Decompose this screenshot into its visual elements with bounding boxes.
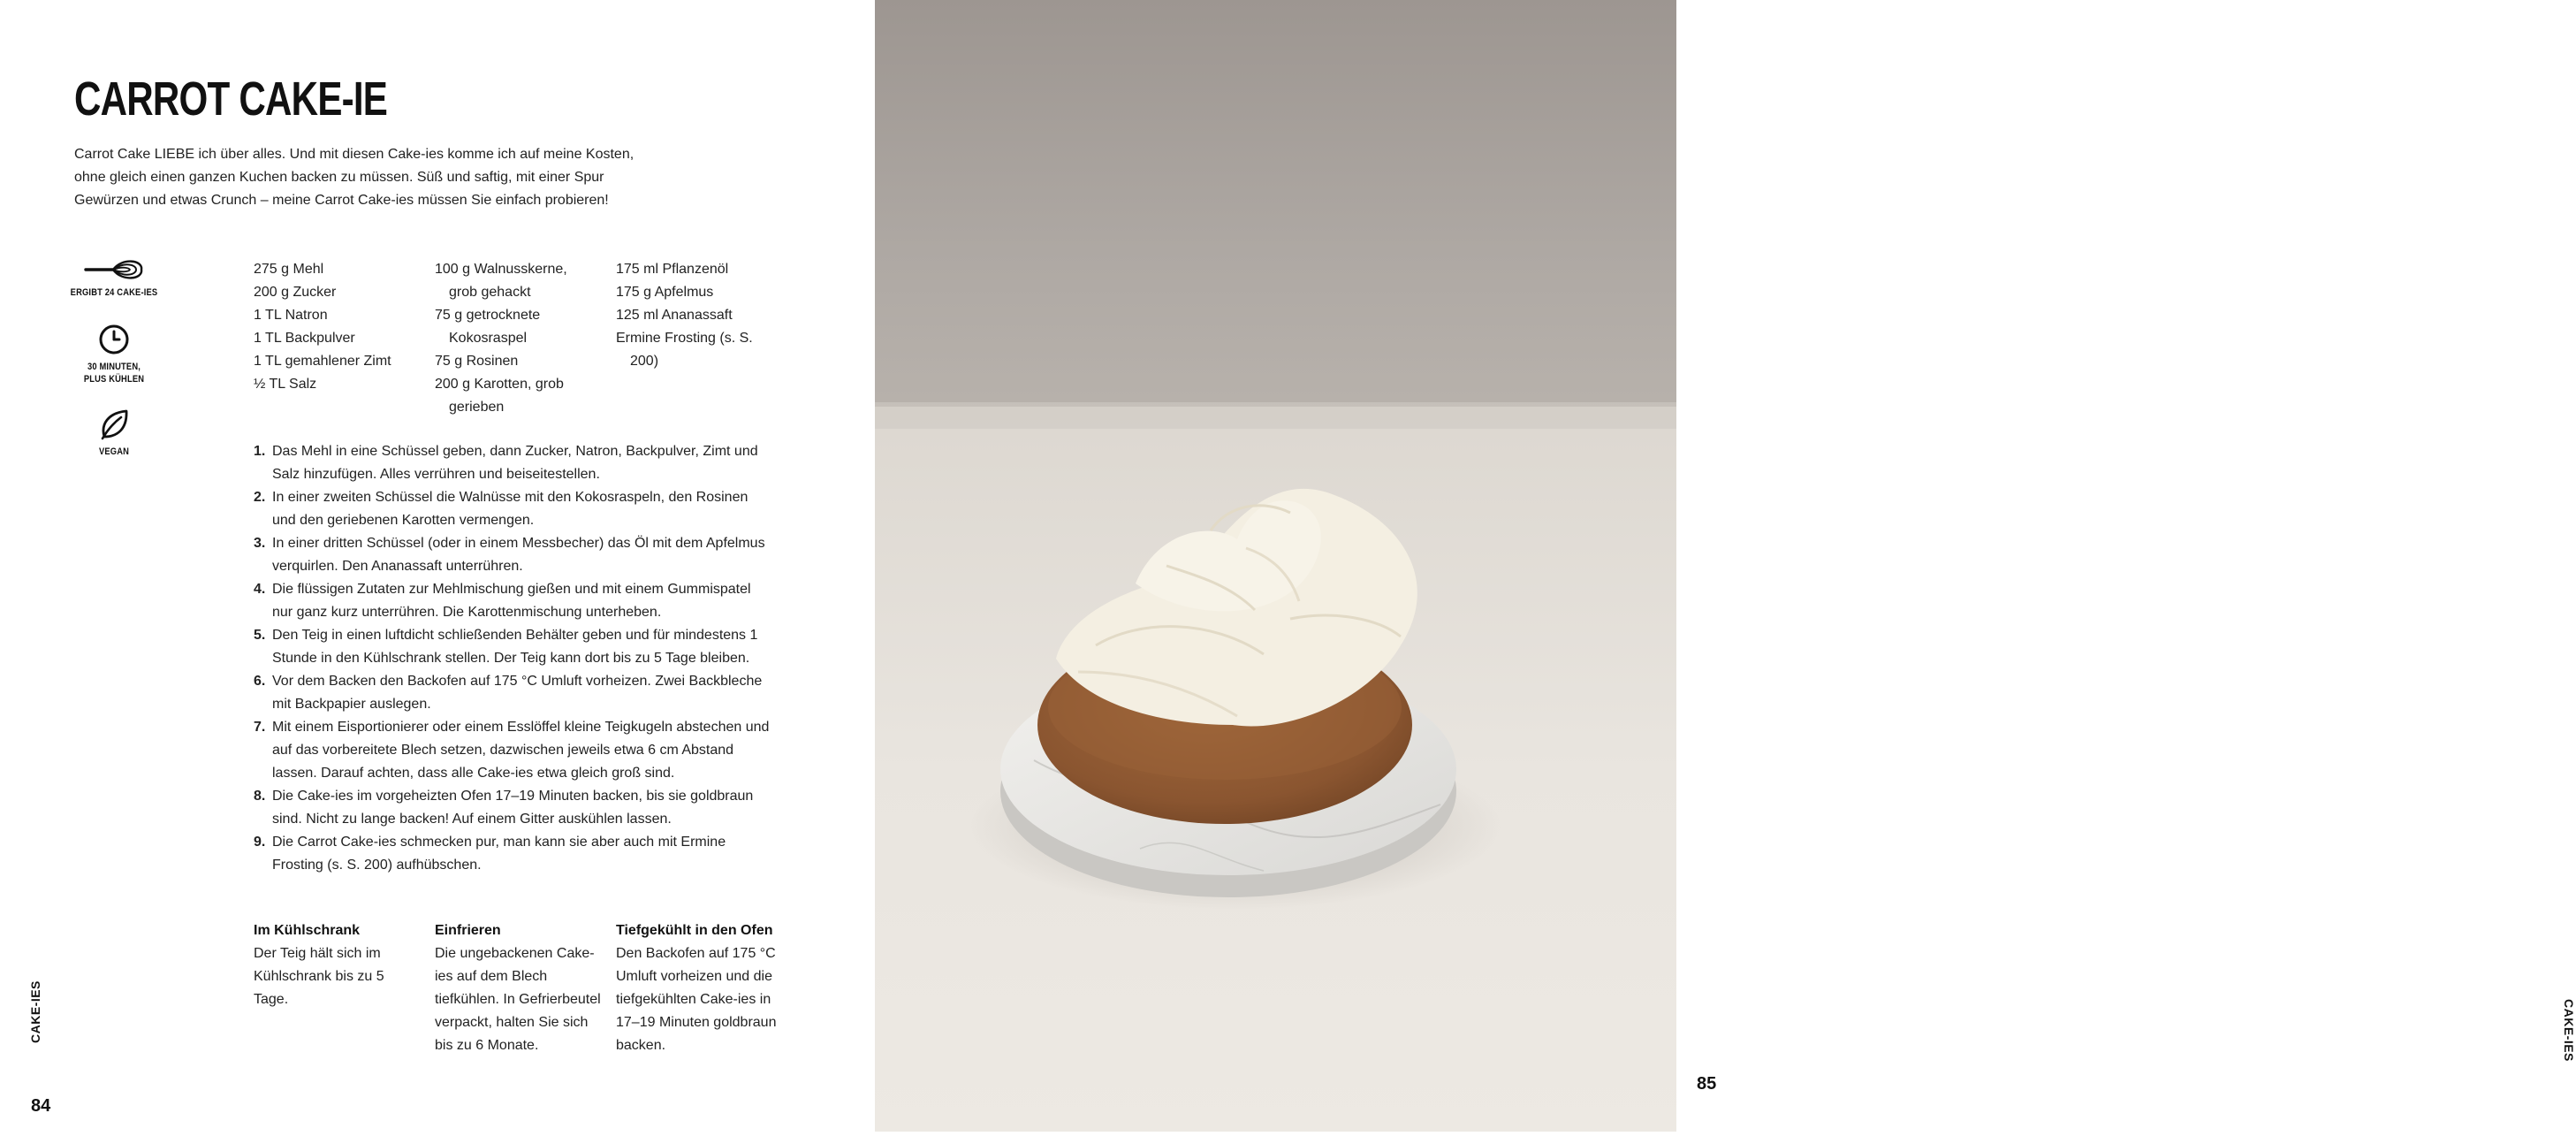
step-number: 4. <box>254 582 266 597</box>
step-number: 9. <box>254 835 266 850</box>
ingredient: 1 TL gemahlener Zimt <box>254 354 391 369</box>
method-step <box>254 670 771 716</box>
clock-icon <box>98 324 130 355</box>
ingredients-column-1 <box>254 258 422 396</box>
ingredients-column-3 <box>616 258 784 373</box>
ingredient: 75 g Rosinen <box>435 354 519 369</box>
tip-text: Den Backofen auf 175 °C Umluft vorheizen und die tiefgekühlten Cake-ies in 17–19 Minuten goldbraun backen. <box>616 946 777 1053</box>
tip-text: Der Teig hält sich im Kühlschrank bis zu 5 Tage. <box>254 946 384 1007</box>
carrot-cake-ie-image <box>875 0 1676 1132</box>
time-info <box>62 324 166 385</box>
ingredient: 200 g Karotten, grob gerieben <box>435 377 564 415</box>
yield-label: ERGIBT 24 CAKE-IES <box>70 287 158 298</box>
leaf-icon <box>99 408 129 440</box>
step-text: Den Teig in einen luftdicht schließenden Behälter geben und für mindestens 1 Stunde in den Kühlschrank stellen. Der Teig kann dort bis zu 5 Tage bleiben. <box>272 628 758 666</box>
step-text: Die flüssigen Zutaten zur Mehlmischung gießen und mit einem Gummispatel nur ganz kurz unterrühren. Die Karottenmischung unterheben. <box>272 582 751 620</box>
step-text: Mit einem Eisportionierer oder einem Esslöffel kleine Teigkugeln abstechen und auf das vorbereitete Blech setzen, dazwischen jeweils etwa 6 cm Abstand lassen. Darauf achten, dass alle Cake-ies etwa gleich groß sind. <box>272 720 770 781</box>
ingredient: 100 g Walnusskerne, grob gehackt <box>435 262 567 300</box>
step-text: Die Cake-ies im vorgeheizten Ofen 17–19 Minuten backen, bis sie goldbraun sind. Nicht zu lange backen! Auf einem Gitter auskühlen lassen. <box>272 789 754 827</box>
method-step <box>254 578 771 624</box>
tip-text: Die ungebackenen Cake-ies auf dem Blech tiefkühlen. In Gefrierbeutel verpackt, halten Sie sich bis zu 6 Monate. <box>435 946 601 1053</box>
page-number-right: 85 <box>1697 1074 1717 1094</box>
time-label: 30 MINUTEN, PLUS KÜHLEN <box>83 362 145 385</box>
diet-label: VEGAN <box>98 446 130 457</box>
page-number-left: 84 <box>31 1096 51 1116</box>
recipe-title: CARROT CAKE-IE <box>74 72 388 126</box>
whisk-icon <box>83 258 145 281</box>
step-number: 5. <box>254 628 266 643</box>
ingredient: ½ TL Salz <box>254 377 317 392</box>
tip-fridge <box>254 919 420 1011</box>
method-step <box>254 532 771 578</box>
step-text: Die Carrot Cake-ies schmecken pur, man kann sie aber auch mit Ermine Frosting (s. S. 200) aufhübschen. <box>272 835 726 873</box>
method-step <box>254 716 771 785</box>
ingredient: 75 g getrocknete Kokosraspel <box>435 308 541 346</box>
method-step <box>254 440 771 486</box>
tip-freeze <box>435 919 601 1057</box>
method-step <box>254 785 771 831</box>
ingredient: 175 g Apfelmus <box>616 285 714 300</box>
step-number: 1. <box>254 444 266 459</box>
right-page <box>875 0 2576 1132</box>
tip-title: Einfrieren <box>435 923 501 938</box>
ingredient: 125 ml Ananassaft <box>616 308 733 323</box>
ingredient: 175 ml Pflanzenöl <box>616 262 729 277</box>
step-number: 6. <box>254 674 266 689</box>
ingredient: Ermine Frosting (s. S. 200) <box>616 331 753 369</box>
recipe-intro: Carrot Cake LIEBE ich über alles. Und mit diesen Cake-ies komme ich auf meine Kosten, ohne gleich einen ganzen Kuchen backen zu müssen. Süß und saftig, mit einer Spur Gewürzen und etwas Crunch – meine Carrot Cake-ies müssen Sie einfach probieren! <box>74 147 635 208</box>
method-step <box>254 831 771 877</box>
step-number: 7. <box>254 720 266 735</box>
method-step <box>254 486 771 532</box>
step-number: 8. <box>254 789 266 804</box>
step-text: In einer zweiten Schüssel die Walnüsse mit den Kokosraspeln, den Rosinen und den geriebenen Karotten vermengen. <box>272 490 748 528</box>
cake-ie-photo <box>875 0 1676 1132</box>
section-label-right: CAKE-IES <box>2562 999 2576 1062</box>
section-label-left: CAKE-IES <box>28 980 42 1043</box>
method-steps <box>254 440 771 877</box>
ingredients-column-2 <box>435 258 598 419</box>
ingredient: 1 TL Backpulver <box>254 331 355 346</box>
step-text: In einer dritten Schüssel (oder in einem Messbecher) das Öl mit dem Apfelmus verquirlen. Den Ananassaft unterrühren. <box>272 536 765 574</box>
step-text: Das Mehl in eine Schüssel geben, dann Zucker, Natron, Backpulver, Zimt und Salz hinzufügen. Alles verrühren und beiseitestellen. <box>272 444 758 482</box>
method-step <box>254 624 771 670</box>
ingredient: 275 g Mehl <box>254 262 324 277</box>
step-text: Vor dem Backen den Backofen auf 175 °C Umluft vorheizen. Zwei Backbleche mit Backpapier auslegen. <box>272 674 763 712</box>
tip-title: Im Kühlschrank <box>254 923 361 938</box>
step-number: 3. <box>254 536 266 551</box>
step-number: 2. <box>254 490 266 505</box>
ingredient: 200 g Zucker <box>254 285 337 300</box>
ingredient: 1 TL Natron <box>254 308 328 323</box>
tip-frozen-bake <box>616 919 782 1057</box>
left-page <box>0 0 875 1132</box>
diet-info <box>62 408 166 458</box>
yield-info <box>62 258 166 299</box>
tip-title: Tiefgekühlt in den Ofen <box>616 923 773 938</box>
